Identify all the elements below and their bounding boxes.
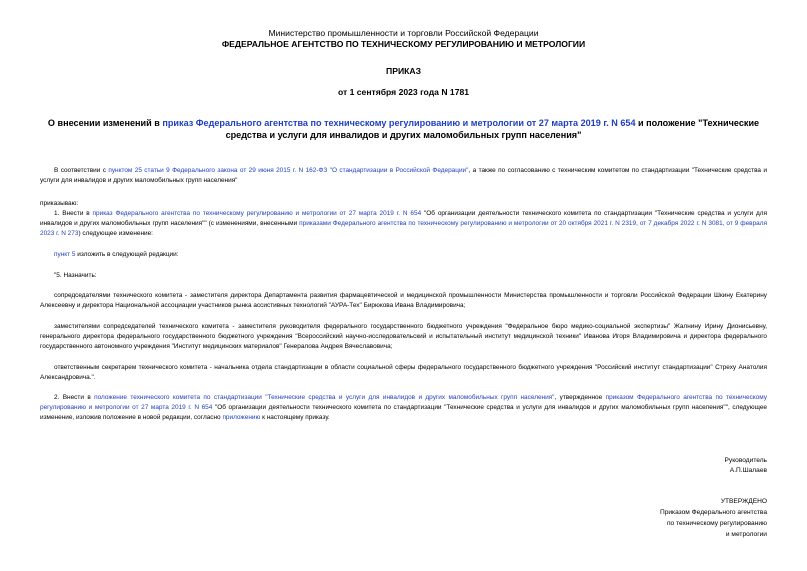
deputies-paragraph: заместителями сопредседателей технического комитета - заместителя руководителя федерального государственного бюджетного учреждения "Федеральное бюро медико-социальной экспертизы" Жалнину Ирину Дионисьевну, генерального директора федерального государственного бюджетного учреждения "Всероссийский научно-исследовательский и испытательный институт медицинской техники" Иванова Игоря Владимировича и директора федерального государственного автономного учреждения "Институт медицинских материалов" Генералова Андрея Вячеславовича; — [40, 323, 767, 350]
approved-heading: УТВЕРЖДЕНО — [720, 498, 767, 505]
preamble-paragraph: В соответствии с пунктом 25 статьи 9 Федерального закона от 29 июня 2015 г. N 162-ФЗ "О стандартизации в Российской Федерации", а также по согласованию с техническим комитетом по стандартизации "Технические средства и услуги для инвалидов и других маломобильных групп населения" — [40, 167, 767, 184]
secretary-paragraph: ответственным секретарем технического комитета - начальника отдела стандартизации в области социальной сферы федерального государственного бюджетного учреждения "Российский институт стандартизации" Стреху Анатолия Александровича.". — [40, 364, 767, 381]
approved-line-2: по техническому регулированию — [666, 520, 767, 527]
committee-regulation-link[interactable]: положение технического комитета по стандартизации "Технические средства и услуги для инвалидов и других маломобильных групп населения" — [94, 394, 555, 401]
signatory-name: А.П.Шалаев — [729, 467, 767, 474]
appendix-link[interactable]: приложению — [222, 414, 261, 421]
approved-line-1: Приказом Федерального агентства — [659, 509, 767, 516]
amending-orders-link[interactable]: приказами Федерального агентства по техническому регулированию и метрологии от 20 октября 2021 г. N 2319, от 7 декабря 2022 г. N 3081, от 9 февраля 2023 г. N 273 — [40, 220, 767, 237]
co-chairs-paragraph: сопредседателями технического комитета - заместителя директора Департамента развития фармацевтической и медицинской промышленности Министерства промышленности и торговли Российской Федерации Шкину Екатерину Алексеевну и директора Национальной ассоциации участников рынка ассистивных технологий "АУРА-Тех" Бирюкова Ивана Владимировича; — [40, 292, 767, 309]
law-article-link[interactable]: пунктом 25 статьи 9 Федерального закона от 29 июня 2015 г. N 162-ФЗ "О стандартизации в Российской Федерации" — [108, 167, 469, 174]
document-date-number: от 1 сентября 2023 года N 1781 — [337, 87, 470, 97]
order-word: приказываю: — [40, 200, 79, 207]
point-5-link[interactable]: пункт 5 — [54, 251, 76, 258]
item-1-paragraph: 1. Внести в приказ Федерального агентства по техническому регулированию и метрологии от 27 марта 2019 г. N 654 "Об организации деятельности технического комитета по стандартизации "Технические средства и услуги для инвалидов и других маломобильных групп населения"" (с изменениями, внесенными приказами Федерального агентства по техническому регулированию и метрологии от 20 октября 2021 г. N 2319, от 7 декабря 2022 г. N 3081, от 9 февраля 2023 г. N 273) следующее изменение: — [40, 210, 767, 237]
document-type: ПРИКАЗ — [386, 66, 421, 76]
order-654-link[interactable]: приказ Федерального агентства по техническому регулированию и метрологии от 27 марта 2019 г. N 654 — [92, 210, 422, 217]
item-2-paragraph: 2. Внести в положение технического комитета по стандартизации "Технические средства и услуги для инвалидов и других маломобильных групп населения", утвержденное приказом Федерального агентства по техническому регулированию и метрологии от 27 марта 2019 г. N 654 "Об организации деятельности технического комитета по стандартизации "Технические средства и услуги для инвалидов и других маломобильных групп населения"", следующее изменение, изложив положение в новой редакции, согласно приложению к настоящему приказу. — [40, 394, 767, 421]
ministry-name: Министерство промышленности и торговли Российской Федерации — [268, 28, 539, 38]
document-title: О внесении изменений в приказ Федерального агентства по техническому регулированию и метрологии от 27 марта 2019 г. N 654 и положение "Технические средства и услуги для инвалидов и других маломобильных групп населения" — [47, 118, 760, 140]
title-order-link[interactable]: приказ Федерального агентства по техническому регулированию и метрологии от 27 марта 2019 г. N 654 — [162, 118, 636, 128]
agency-name: ФЕДЕРАЛЬНОЕ АГЕНТСТВО ПО ТЕХНИЧЕСКОМУ РЕГУЛИРОВАНИЮ И МЕТРОЛОГИИ — [221, 39, 586, 49]
signatory-role: Руководитель — [724, 457, 767, 464]
approved-line-3: и метрологии — [725, 531, 767, 538]
appoint-paragraph: "5. Назначить: — [54, 272, 97, 279]
approving-order-link[interactable]: приказом Федерального агентства по техническому регулированию и метрологии от 27 марта 2019 г. N 654 — [40, 394, 767, 411]
point-5-paragraph: пункт 5 изложить в следующей редакции: — [54, 251, 179, 258]
